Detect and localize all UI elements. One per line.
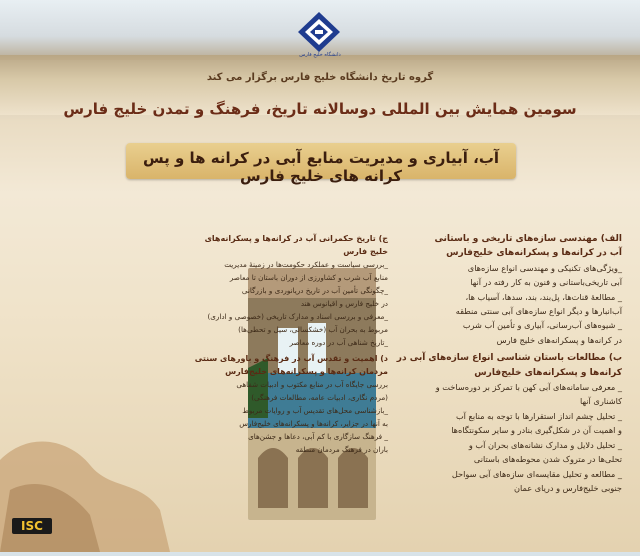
isc-label: ISC: [12, 518, 52, 534]
list-item: منابع آب شرب و کشاورزی از دوران باستان تا معاصر: [229, 273, 388, 282]
list-item: جنوبی خلیج‌فارس و دریای عمان: [513, 482, 622, 493]
list-item: _ معرفی سامانه‌های آبی کهن با تمرکز بر دوره‌ساخت و: [435, 382, 622, 393]
list-item: _بازشناسی محل‌های تقدیس آب و روایات مربوط: [242, 406, 388, 415]
section-b-title-cont: کرانه‌ها و پسکرانه‌های خلیج‌فارس: [474, 367, 622, 378]
list-item: _ مطالعهٔ قنات‌ها، پل‌بند، بند، سدها، آسیاب ها،: [465, 291, 622, 302]
list-item: تحلی‌ها در متروک شدن محوطه‌های باستانی: [473, 454, 622, 465]
list-item: به آنها در جزایر، کرانه‌ها و پسکرانه‌های خلیج‌فارس: [239, 419, 388, 428]
list-item: _ویژگی‌های تکنیکی و مهندسی انواع سازه‌های: [467, 262, 622, 273]
list-item: _بررسی سیاست و عملکرد حکومت‌ها در زمینهٔ مدیریت: [224, 260, 388, 269]
list-item: در کرانه‌ها و پسکرانه‌های خلیج فارس: [496, 334, 622, 345]
list-item: _ تحلیل چشم انداز استقرارها با توجه به منابع آب: [455, 410, 622, 421]
section-b-title: ب) مطالعات باستان شناسی انواع سازه‌های آبی در: [396, 353, 622, 364]
organizer-line: گروه تاریخ دانشگاه خلیج فارس برگزار می کند: [206, 72, 434, 83]
list-item: آب‌انبارها و دیگر انواع سازه‌های آبی سنتی منطقه: [455, 306, 622, 317]
left-column: [194, 232, 388, 522]
list-item: _ مطالعه و تحلیل مقایسه‌ای سازه‌های آبی سواحل: [451, 468, 622, 479]
list-item: بررسی جایگاه آب در منابع مکتوب و ادبیات شفاهی: [236, 380, 388, 389]
list-item: _تاریخ شناهی آب در دوره معاصر: [289, 338, 388, 347]
section-c-title: ج) تاریخ حکمرانی آب در کرانه‌ها و پسکرانه‌های: [204, 234, 388, 243]
conference-title: سومین همایش بین المللی دوسالانه تاریخ، فرهنگ و تمدن خلیج فارس: [63, 100, 577, 118]
list-item: مربوط به بحران آب (خشکسالی، سیل و تحطی‌ها): [238, 325, 388, 334]
list-item: در خلیج فارس و اقیانوس هند: [300, 299, 388, 308]
section-c-title-cont: خلیج فارس: [343, 247, 388, 256]
logo-caption: دانشگاه خلیج فارس: [299, 52, 341, 58]
list-item: باران در فرهنگ مردمان منطقه: [295, 445, 388, 454]
list-item: و اهمیت آن در شکل‌گیری بنادر و سایر سکونتگاه‌ها: [451, 425, 622, 436]
list-item: _ فرهنگ سازگاری با کم آبی، دعاها و جشن‌های: [248, 432, 388, 441]
section-a-title-cont: آب در کرانه‌ها و پسکرانه‌های خلیج‌فارس: [446, 248, 622, 259]
isc-logo: [12, 518, 52, 542]
list-item: آبی تاریخی‌باستانی و فنون به کار رفته در آنها: [470, 277, 622, 288]
list-item: کاشناری آنها: [579, 396, 622, 407]
list-item: _معرفی و بررسی اسناد و مدارک تاریخی (خصوصی و اداری): [207, 312, 388, 321]
section-d-title: د) اهمیت و تقدس آب در فرهنگ و باورهای سنتی: [194, 354, 388, 363]
list-item: (مردم نگاری، ادبیات عامه، مطالعات فرهنگی): [251, 393, 388, 402]
theme-title: آب، آبیاری و مدیریت منابع آبی در کرانه ها و پس کرانه های خلیج فارس: [142, 149, 500, 185]
list-item: _ تحلیل دلایل و مدارک نشانه‌های بحران آب و: [468, 439, 622, 450]
section-a-title: الف) مهندسی سازه‌های تاریخی و باستانی: [434, 234, 622, 244]
right-column: [398, 232, 622, 552]
list-item: _چگونگی تأمین آب در تاریخ دریانوردی و بازرگانی: [241, 286, 388, 295]
list-item: _ شیوه‌های آب‌رسانی، آبیاری و تأمین آب شرب: [462, 320, 622, 331]
section-d-title-cont: مردمان کرانه‌ها و پسکرانه‌های خلیج‌فارس: [225, 367, 388, 376]
